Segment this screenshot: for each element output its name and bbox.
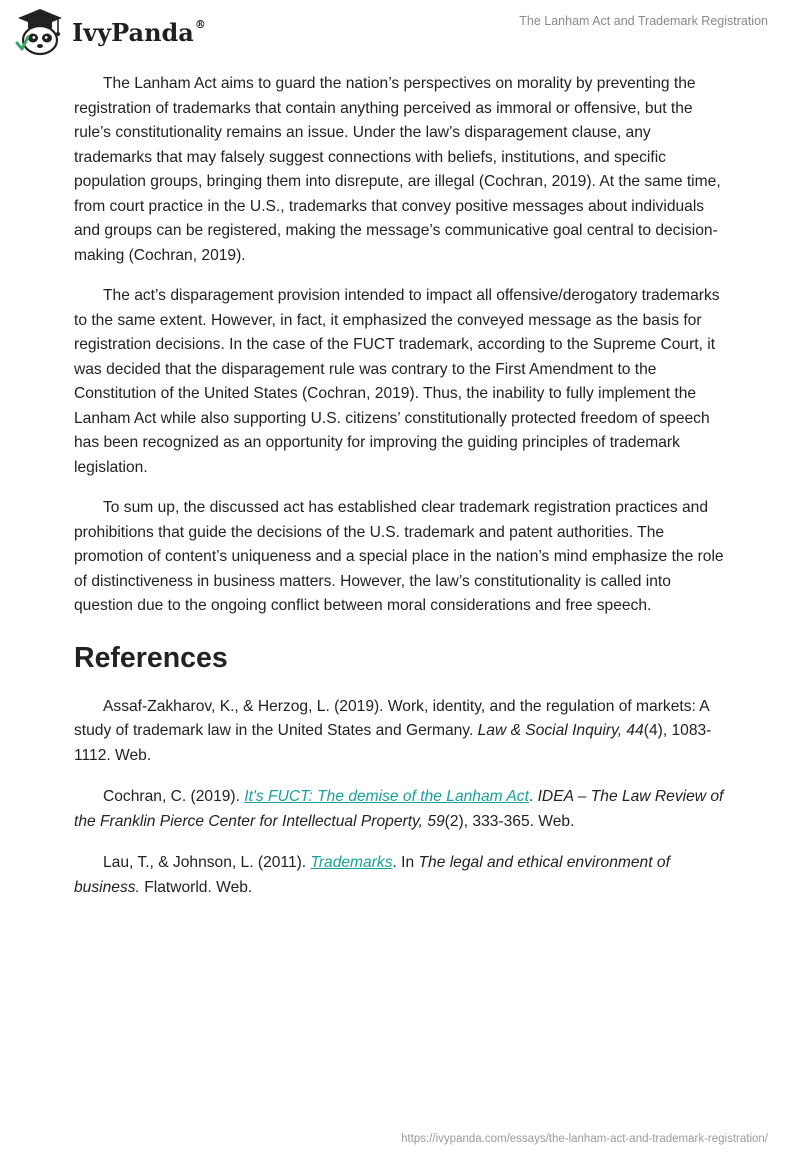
reference-entry-1: Assaf-Zakharov, K., & Herzog, L. (2019). Work, identity, and the regulation of markets: A study of trademark law in the United States and Germany. Law & Social Inquiry, 44(4), 1083-1112. Web.: [74, 697, 712, 764]
page-header: [0, 0, 800, 60]
reference-link-cochran[interactable]: It's FUCT: The demise of the Lanham Act: [244, 788, 529, 805]
reference-link-trademarks[interactable]: Trademarks: [310, 854, 393, 871]
document-title: The Lanham Act and Trademark Registration: [519, 14, 768, 28]
reference-journal: IDEA – The Law Review of the Franklin Pierce Center for Intellectual Property, 59: [74, 788, 724, 830]
paragraph-3: To sum up, the discussed act has established clear trademark registration practices and prohibitions that guide the decisions of the U.S. trademark and patent authorities. The promotion of content’s uniqueness and a special place in the nation’s mind emphasize the role of distinctiveness in business matters. However, the law’s constitutionality is called into question due to the ongoing conflict between moral considerations and free speech.: [74, 499, 724, 614]
reference-entry-2: Cochran, C. (2019). It's FUCT: The demise of the Lanham Act. IDEA – The Law Review of the Franklin Pierce Center for Intellectual Property, 59(2), 333-365. Web.: [74, 788, 724, 830]
paragraph-1: The Lanham Act aims to guard the nation’s perspectives on morality by preventing the registration of trademarks that contain anything perceived as immoral or offensive, but the rule’s constitutionality remains an issue. Under the law’s disparagement clause, any trademarks that may falsely suggest connections with beliefs, institutions, and specific population groups, bringing them into disrepute, are illegal (Cochran, 2019). At the same time, from court practice in the U.S., trademarks that convey positive messages about individuals and groups can be registered, making the message’s communicative goal central to decision-making (Cochran, 2019).: [74, 75, 721, 264]
registered-mark: ®: [194, 17, 206, 31]
reference-book: The legal and ethical environment of business.: [74, 854, 670, 896]
brand-name: IvyPanda®: [72, 17, 206, 47]
essay-body: [74, 72, 726, 917]
reference-entry-3: Lau, T., & Johnson, L. (2011). Trademarks. In The legal and ethical environment of business. Flatworld. Web.: [74, 854, 670, 896]
reference-journal: Law & Social Inquiry, 44: [477, 722, 644, 739]
paragraph-2: The act’s disparagement provision intended to impact all offensive/derogatory trademarks to the same extent. However, in fact, it emphasized the conveyed message as the basis for registration decisions. In the case of the FUCT trademark, according to the Supreme Court, it was decided that the disparagement rule was contrary to the First Amendment to the Constitution of the United States (Cochran, 2019). Thus, the inability to fully implement the Lanham Act while also supporting U.S. citizens’ constitutionally protected freedom of speech has been recognized as an opportunity for improving the guiding principles of trademark legislation.: [74, 287, 720, 476]
brand-logo[interactable]: [14, 7, 206, 57]
references-heading: References: [74, 641, 228, 674]
source-url[interactable]: https://ivypanda.com/essays/the-lanham-act-and-trademark-registration/: [401, 1133, 768, 1145]
panda-graduate-icon: [14, 7, 66, 57]
